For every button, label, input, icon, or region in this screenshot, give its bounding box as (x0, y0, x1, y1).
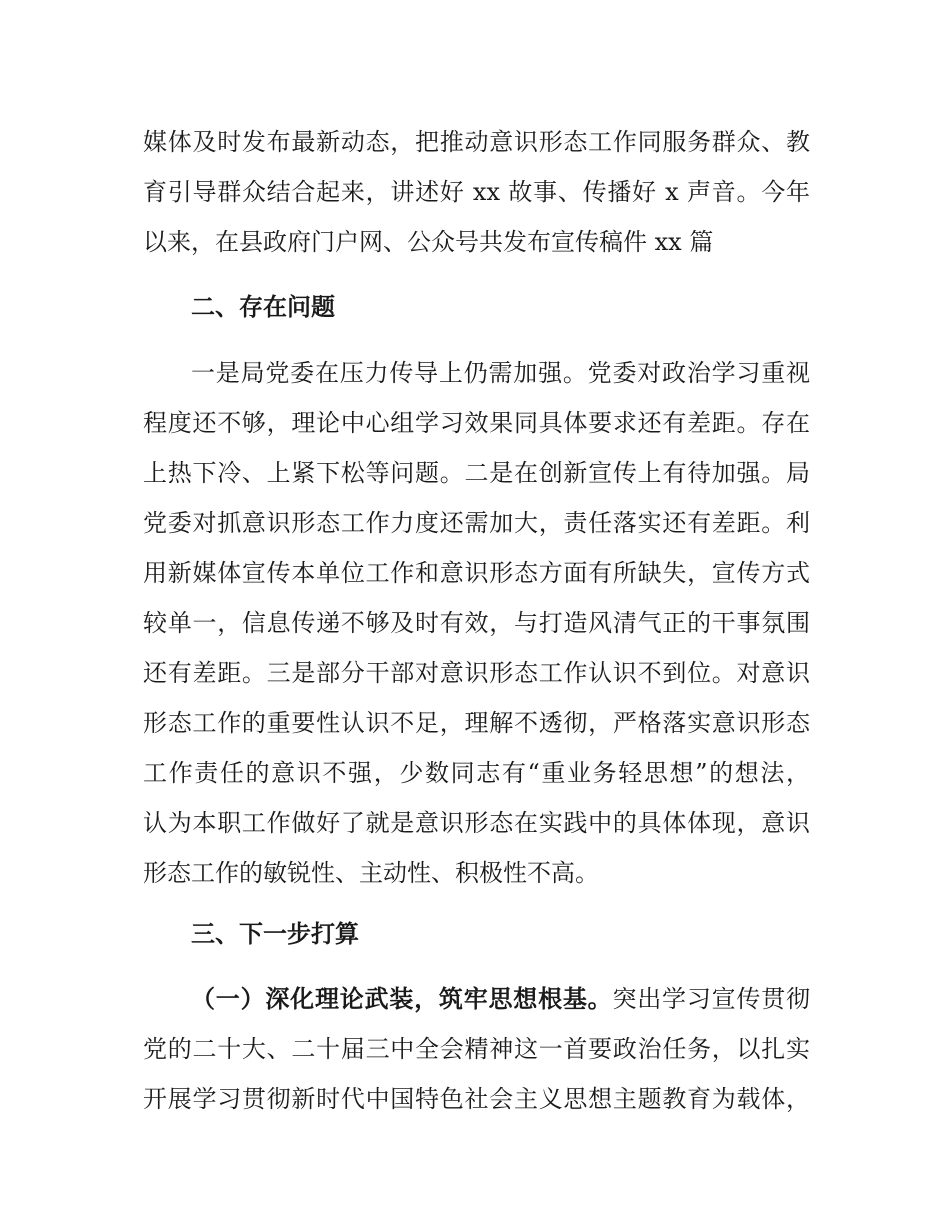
text-line: 媒体及时发布最新动态，把推动意识形态工作同服务群众、教 (143, 128, 810, 156)
text-line: 程度还不够，理论中心组学习效果同具体要求还有差距。存在 (143, 409, 810, 437)
text-line: 形态工作的重要性认识不足，理解不透彻，严格落实意识形态 (143, 709, 810, 737)
item-lead: （一）深化理论武装，筑牢思想根基。 (191, 985, 613, 1013)
next-steps-item-1 (143, 974, 810, 1124)
item-lead-rest: 突出学习宣传贯彻 (612, 985, 811, 1013)
text-line: 以来，在县政府门户网、公众号共发布宣传稿件 xx 篇 (143, 228, 714, 256)
text-line (143, 974, 810, 1024)
text-line: 一是局党委在压力传导上仍需加强。党委对政治学习重视 (191, 359, 810, 387)
text-line: 党的二十大、二十届三中全会精神这一首要政治任务，以扎实 (143, 1035, 810, 1063)
problems-paragraph (143, 348, 810, 898)
intro-paragraph (143, 117, 810, 267)
text-line: 工作责任的意识不强，少数同志有“重业务轻思想”的想法， (143, 759, 810, 787)
text-line: 还有差距。三是部分干部对意识形态工作认识不到位。对意识 (143, 659, 810, 687)
text-line: 开展学习贯彻新时代中国特色社会主义思想主题教育为载体， (143, 1085, 810, 1113)
text-line: 较单一，信息传递不够及时有效，与打造风清气正的干事氛围 (143, 609, 810, 637)
text-line: 认为本职工作做好了就是意识形态在实践中的具体体现，意识 (143, 809, 810, 837)
section-heading-problems: 二、存在问题 (191, 293, 335, 321)
text-line: 上热下冷、上紧下松等问题。二是在创新宣传上有待加强。局 (143, 459, 810, 487)
section-heading-next-steps: 三、下一步打算 (191, 920, 359, 948)
text-line: 育引导群众结合起来，讲述好 xx 故事、传播好 x 声音。今年 (143, 178, 810, 206)
text-line: 形态工作的敏锐性、主动性、积极性不高。 (143, 859, 599, 887)
text-line: 党委对抓意识形态工作力度还需加大，责任落实还有差距。利 (143, 509, 810, 537)
text-line: 用新媒体宣传本单位工作和意识形态方面有所缺失，宣传方式 (143, 559, 810, 587)
